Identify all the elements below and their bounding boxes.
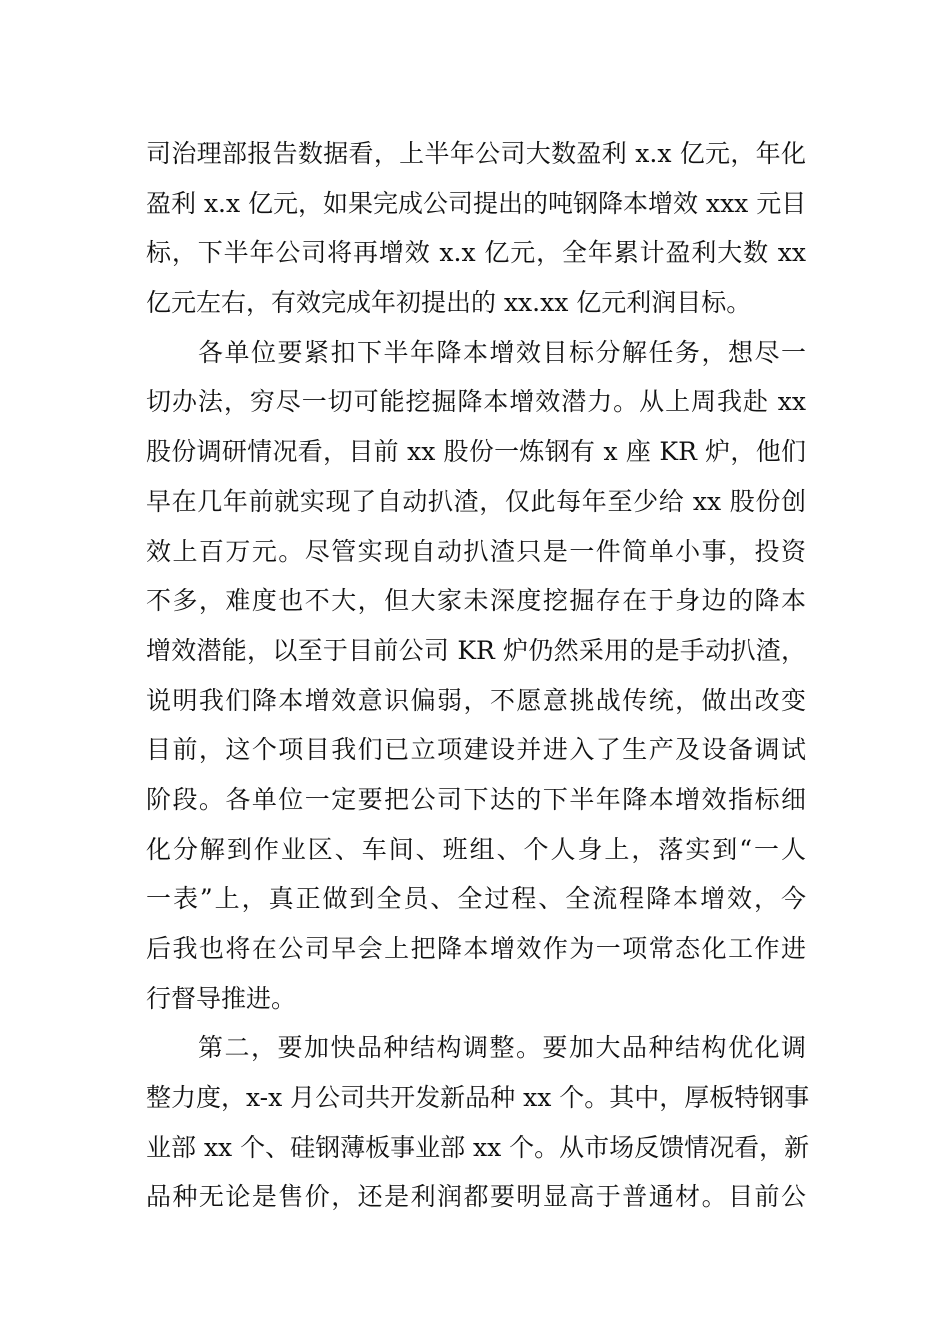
text-line: 品种无论是售价，还是利润都要明显高于普通材。目前公 — [146, 1182, 806, 1212]
paragraph-first-line: 各单位要紧扣下半年降本增效目标分解任务，想尽一 — [198, 337, 806, 367]
text-line: 阶段。各单位一定要把公司下达的下半年降本增效指标细 — [146, 784, 806, 814]
text-line: 盈利 x.x 亿元，如果完成公司提出的吨钢降本增效 xxx 元目 — [146, 188, 807, 218]
text-line: 标，下半年公司将再增效 x.x 亿元，全年累计盈利大数 xx — [146, 238, 806, 268]
text-line: 一表”上，真正做到全员、全过程、全流程降本增效，今 — [146, 884, 806, 914]
text-line: 后我也将在公司早会上把降本增效作为一项常态化工作进 — [146, 934, 806, 963]
text-line: 整力度，x-x 月公司共开发新品种 xx 个。其中，厚板特钢事 — [146, 1083, 810, 1113]
text-line: 早在几年前就实现了自动扒渣，仅此每年至少给 xx 股份创 — [146, 486, 806, 516]
text-line: 化分解到作业区、车间、班组、个人身上，落实到“一人 — [146, 834, 806, 864]
text-line: 目前，这个项目我们已立项建设并进入了生产及设备调试 — [146, 735, 806, 765]
text-line: 增效潜能，以至于目前公司 KR 炉仍然采用的是手动扒渣， — [146, 635, 806, 665]
text-line: 说明我们降本增效意识偏弱，不愿意挑战传统，做出改变 — [146, 685, 806, 715]
text-line: 不多，难度也不大，但大家未深度挖掘存在于身边的降本 — [146, 586, 806, 616]
text-line: 效上百万元。尽管实现自动扒渣只是一件简单小事，投资 — [146, 536, 806, 566]
text-line: 股份调研情况看，目前 xx 股份一炼钢有 x 座 KR 炉，他们 — [146, 437, 806, 467]
text-line: 司治理部报告数据看，上半年公司大数盈利 x.x 亿元，年化 — [146, 139, 806, 168]
text-line: 行督导推进。 — [146, 983, 297, 1013]
text-line: 切办法，穷尽一切可能挖掘降本增效潜力。从上周我赴 xx — [146, 387, 806, 417]
text-line: 业部 xx 个、硅钢薄板事业部 xx 个。从市场反馈情况看，新 — [146, 1132, 810, 1162]
text-line: 亿元左右，有效完成年初提出的 xx.xx 亿元利润目标。 — [146, 288, 752, 318]
body-text — [146, 129, 810, 1222]
paragraph-first-line: 第二，要加快品种结构调整。要加大品种结构优化调 — [198, 1033, 806, 1063]
